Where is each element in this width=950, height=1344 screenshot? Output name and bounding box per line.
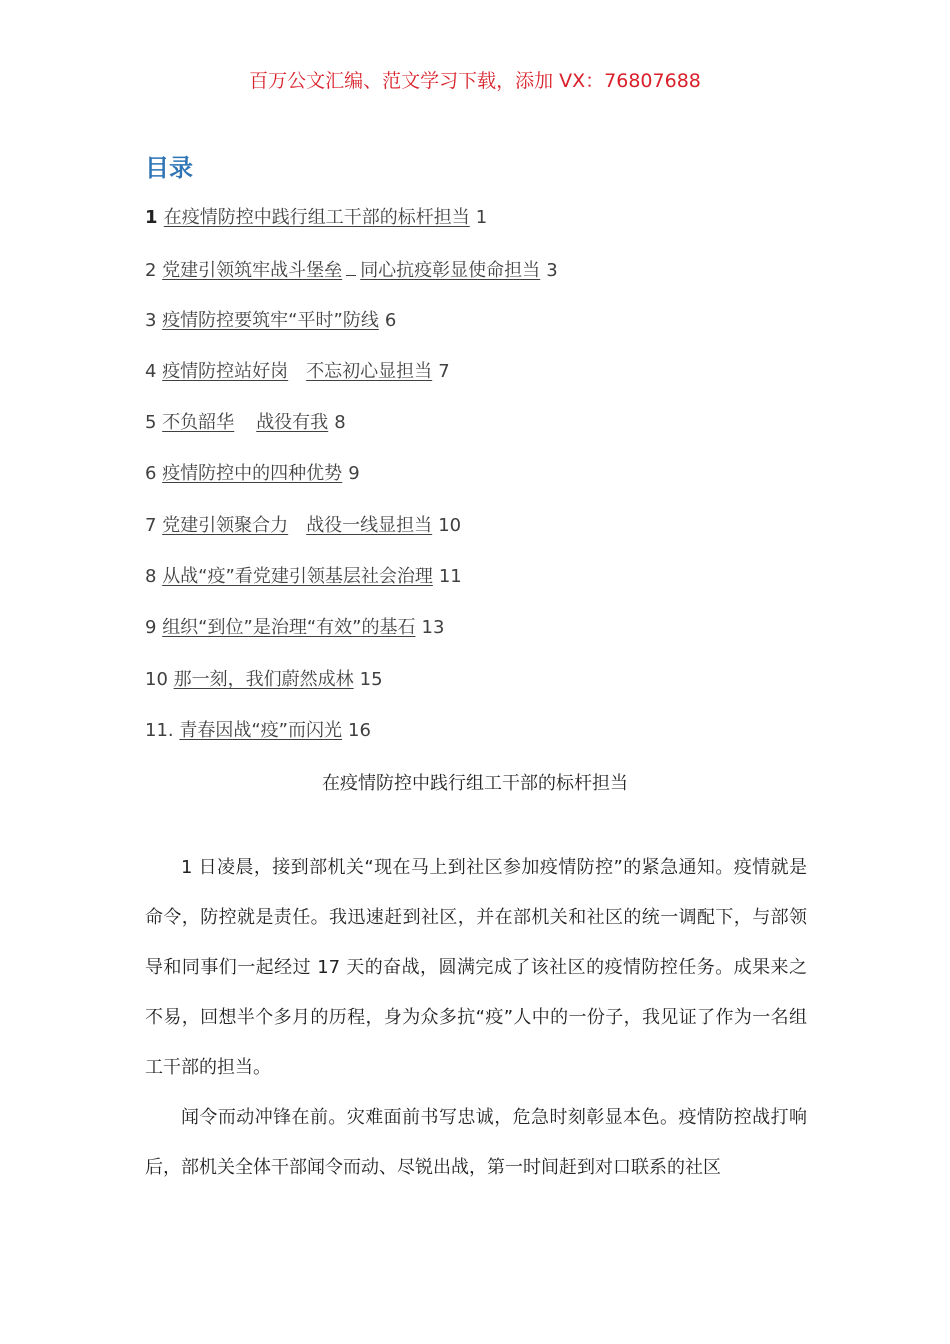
toc-item-link[interactable]: 那一刻，我们蔚然成林 <box>173 668 354 690</box>
header-banner: 百万公文汇编、范文学习下载，添加 VX：76807688 <box>249 70 701 92</box>
toc-item-page: 6 <box>384 309 397 331</box>
toc-item-number: 7 <box>145 514 163 536</box>
toc-item-7[interactable] <box>145 512 845 563</box>
toc-item-link[interactable]: 从战“疫”看党建引领基层社会治理 <box>162 566 433 588</box>
toc-item-page: 13 <box>421 617 445 639</box>
toc-title: 目录 <box>145 154 193 182</box>
toc-item-5[interactable] <box>145 409 845 460</box>
toc-item-link-part2[interactable]: 不忘初心显担当 <box>306 360 433 382</box>
toc-item-page: 8 <box>334 412 346 434</box>
toc-item-link[interactable]: 党建引领筑牢战斗堡垒 <box>162 260 343 282</box>
toc-item-page: 7 <box>438 360 450 382</box>
article-title: 在疫情防控中践行组工干部的标杆担当 <box>322 773 628 794</box>
toc-item-number: 1 <box>145 207 164 228</box>
toc-item-4[interactable] <box>145 358 845 409</box>
toc-item-10[interactable] <box>145 666 845 717</box>
toc-item-number: 9 <box>145 617 163 639</box>
toc-item-1[interactable] <box>145 204 845 255</box>
toc-item-page: 3 <box>546 260 558 282</box>
toc-item-link[interactable]: 组织“到位”是治理“有效”的基石 <box>162 617 416 639</box>
toc-item-page: 1 <box>475 207 488 228</box>
toc-item-number: 4 <box>145 360 163 382</box>
toc-item-number: 2 <box>145 260 163 282</box>
toc-item-link-part2[interactable]: 战役有我 <box>256 412 329 434</box>
toc-item-11[interactable] <box>145 717 845 768</box>
article-paragraph: 1 日凌晨，接到部机关“现在马上到社区参加疫情防控”的紧急通知。疫情就是命令，防控就是责任。我迅速赶到社区，并在部机关和社区的统一调配下，与部领导和同事们一起经过 17 天的奋战，圆满完成了该社区的疫情防控任务。成果来之不易，回想半个多月的历程，身为众多抗“疫”人中的一份子，我见证了作为一名组工干部的担当。 <box>145 857 807 1078</box>
toc-item-page: 9 <box>348 463 360 485</box>
toc-item-page: 16 <box>348 719 371 741</box>
toc-item-link[interactable]: 不负韶华 <box>162 412 235 434</box>
toc-item-number: 6 <box>145 463 163 485</box>
toc-item-link[interactable]: 疫情防控要筑牢“平时”防线 <box>162 309 379 331</box>
toc-item-number: 11. <box>145 719 180 741</box>
toc-item-link[interactable]: 党建引领聚合力 <box>162 514 289 536</box>
toc-item-6[interactable] <box>145 460 845 511</box>
toc-item-link-part2[interactable]: 战役一线显担当 <box>306 514 433 536</box>
toc-item-number: 8 <box>145 566 163 588</box>
toc-item-link[interactable]: 青春因战“疫”而闪光 <box>179 719 343 741</box>
toc-item-number: 5 <box>145 412 163 434</box>
toc-item-8[interactable] <box>145 563 845 614</box>
toc-item-page: 11 <box>438 566 462 588</box>
toc-item-3[interactable] <box>145 307 845 358</box>
toc-item-number: 10 <box>145 668 174 690</box>
article-body <box>145 843 807 1193</box>
table-of-contents <box>145 204 845 768</box>
toc-item-link[interactable]: 疫情防控站好岗 <box>162 360 289 382</box>
article-paragraph: 闻令而动冲锋在前。灾难面前书写忠诚，危急时刻彰显本色。疫情防控战打响后，部机关全体干部闻令而动、尽锐出战，第一时间赶到对口联系的社区 <box>145 1107 807 1178</box>
toc-item-link-part2[interactable]: 同心抗疫彰显使命担当 <box>360 260 541 282</box>
toc-item-number: 3 <box>145 309 163 331</box>
toc-item-2[interactable] <box>145 255 845 306</box>
toc-item-link[interactable]: 在疫情防控中践行组工干部的标杆担当 <box>163 207 470 228</box>
toc-item-page: 10 <box>438 514 462 536</box>
toc-item-spacer <box>346 255 356 276</box>
toc-item-page: 15 <box>359 668 383 690</box>
toc-item-link[interactable]: 疫情防控中的四种优势 <box>162 463 343 485</box>
toc-item-9[interactable] <box>145 614 845 665</box>
